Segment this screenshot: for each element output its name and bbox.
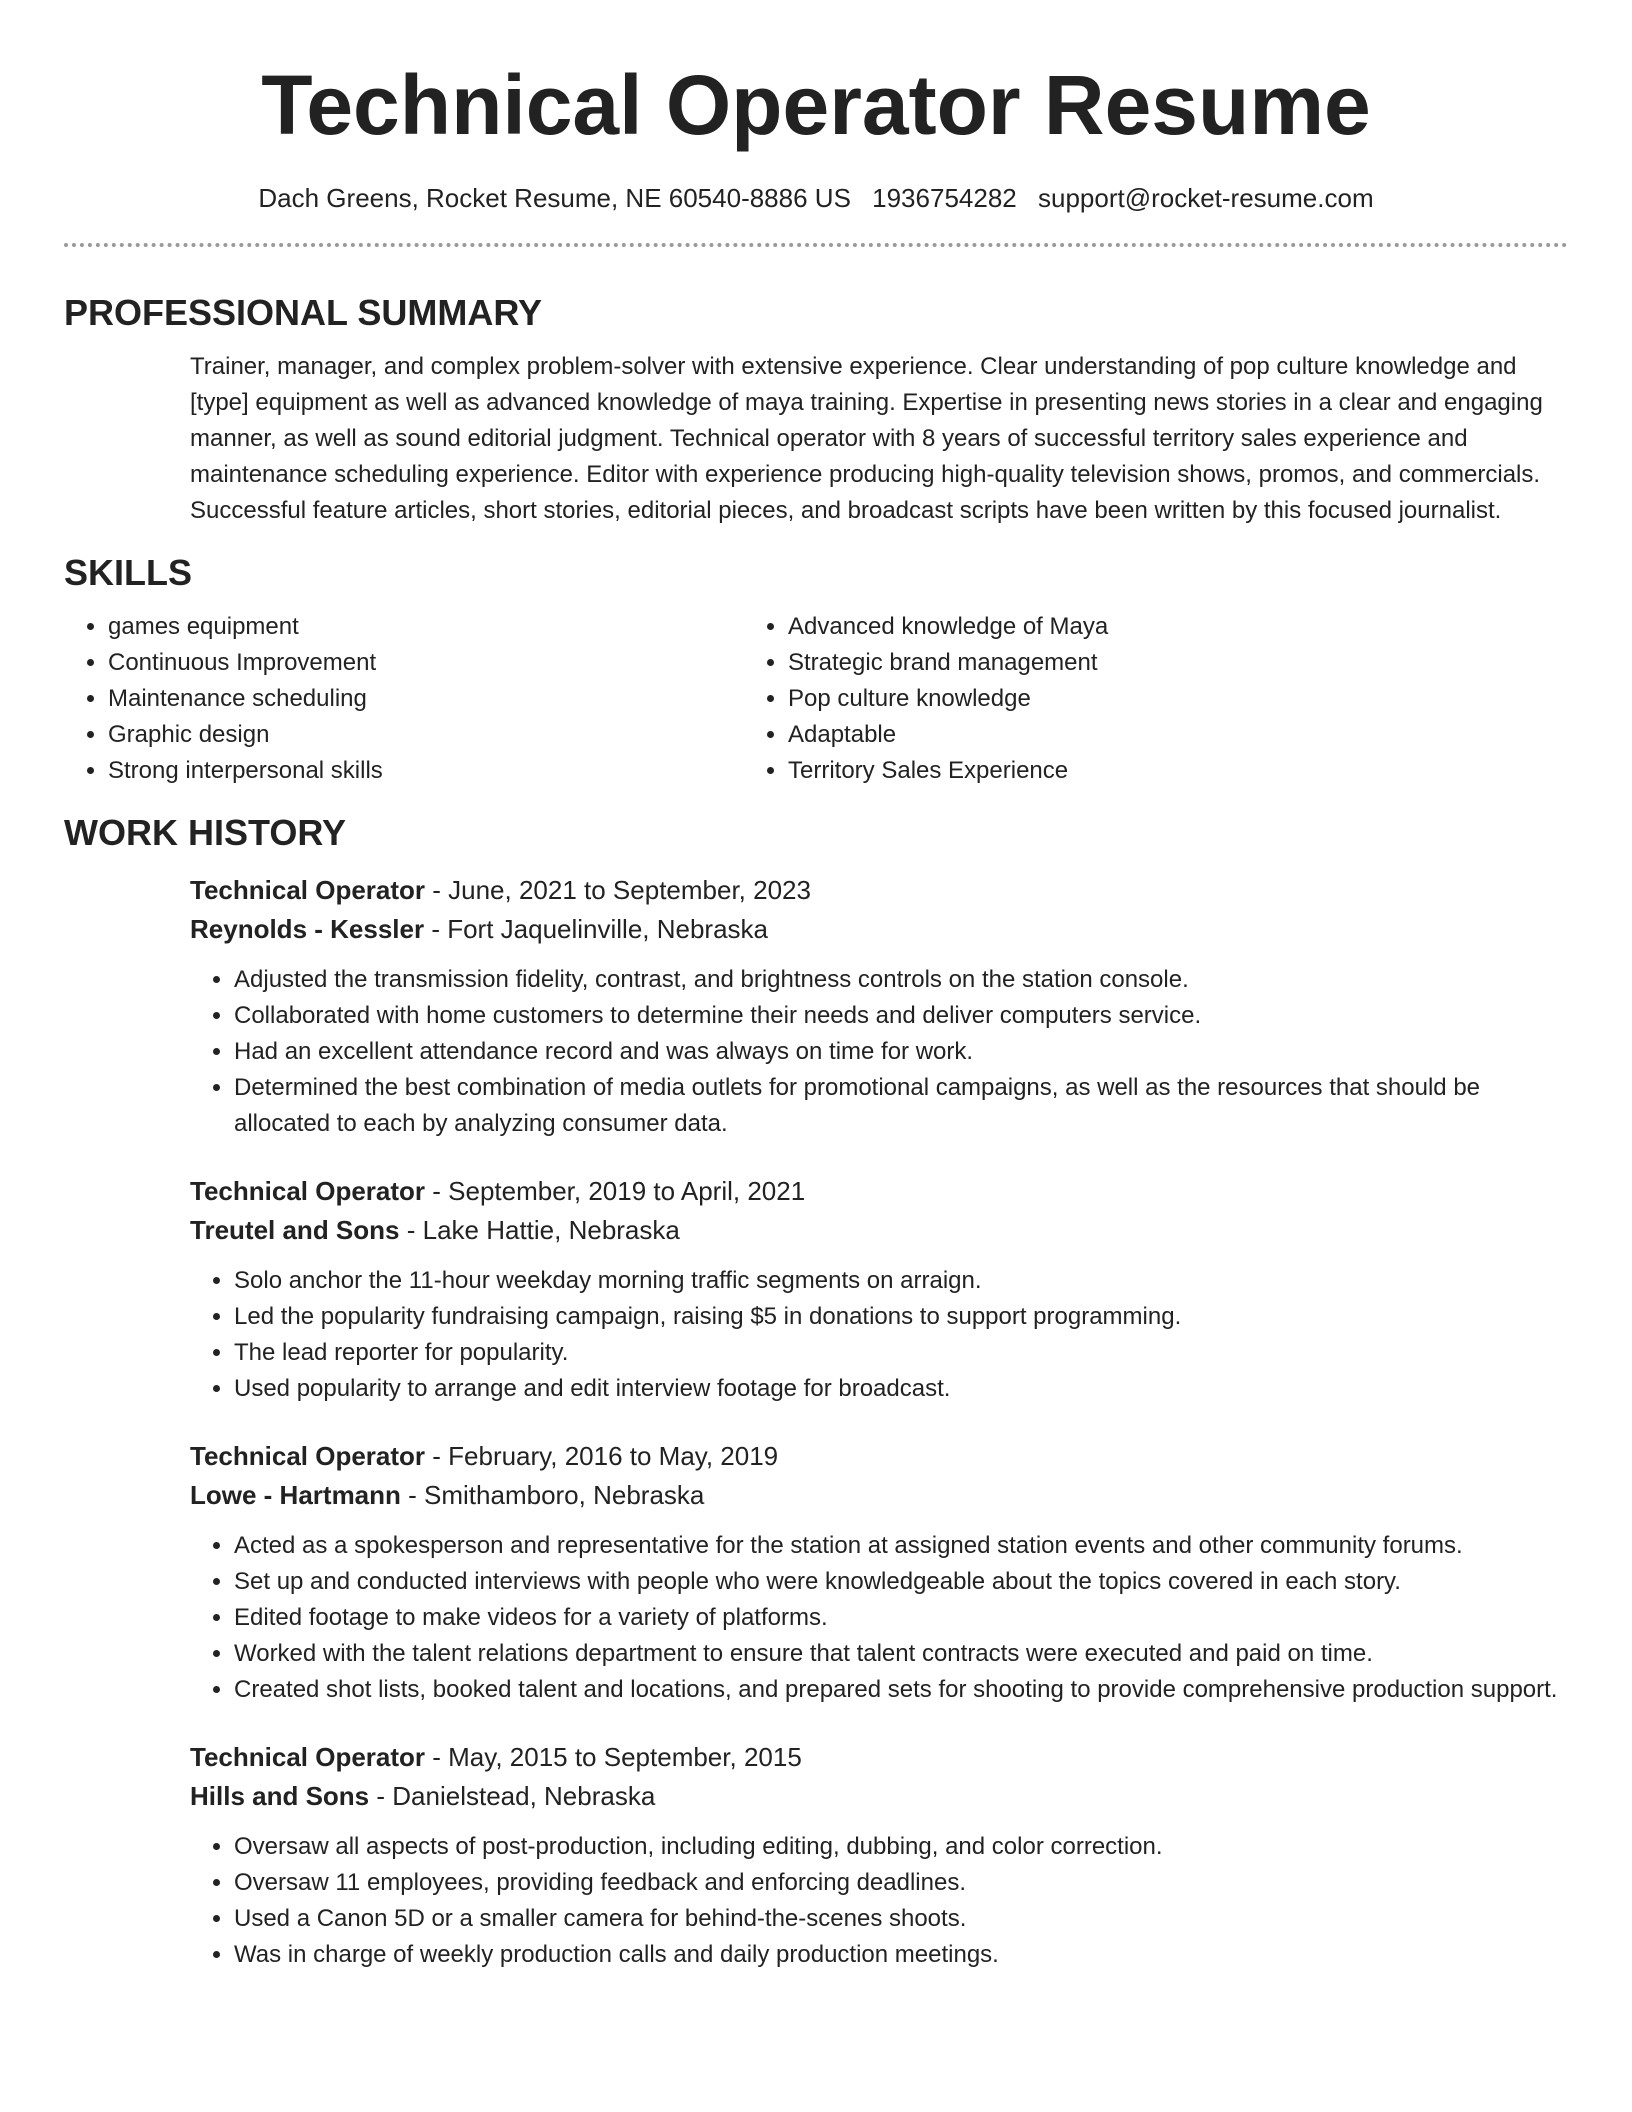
skills-section <box>64 551 1568 789</box>
job-entry <box>190 1738 1568 1973</box>
skill-item: • games equipment <box>108 609 744 645</box>
skill-item: • Adaptable <box>788 717 1424 753</box>
job-bullets <box>190 1263 1568 1407</box>
contact-address: Dach Greens, Rocket Resume, NE 60540-8886 US <box>258 183 851 213</box>
skills-list-right <box>744 609 1424 789</box>
skill-item: • Territory Sales Experience <box>788 753 1424 789</box>
job-bullets <box>190 1829 1568 1973</box>
job-bullet: • The lead reporter for popularity. <box>234 1335 1568 1371</box>
resume-title: Technical Operator Resume <box>261 58 1371 152</box>
header-divider <box>64 243 1568 247</box>
job-dates: - May, 2015 to September, 2015 <box>425 1742 802 1772</box>
job-dates: - September, 2019 to April, 2021 <box>425 1176 806 1206</box>
job-role: Technical Operator <box>190 1176 426 1206</box>
job-bullet: • Worked with the talent relations department to ensure that talent contracts were executed and paid on time. <box>234 1636 1568 1672</box>
job-bullet: • Adjusted the transmission fidelity, contrast, and brightness controls on the station console. <box>234 962 1568 998</box>
job-bullet: • Oversaw 11 employees, providing feedback and enforcing deadlines. <box>234 1865 1568 1901</box>
work-section <box>64 811 1568 1973</box>
job-company-line <box>190 1777 1568 1816</box>
contact-line <box>64 180 1568 216</box>
job-bullet: • Determined the best combination of media outlets for promotional campaigns, as well as the resources that should be allocated to each by analyzing consumer data. <box>234 1070 1568 1142</box>
job-bullet: • Created shot lists, booked talent and locations, and prepared sets for shooting to provide comprehensive production support. <box>234 1672 1568 1708</box>
job-role: Technical Operator <box>190 1742 426 1772</box>
job-bullets <box>190 1528 1568 1708</box>
job-entry <box>190 1437 1568 1708</box>
job-bullets <box>190 962 1568 1142</box>
job-company: Lowe - Hartmann <box>190 1480 401 1510</box>
job-dates: - June, 2021 to September, 2023 <box>425 875 811 905</box>
job-company: Reynolds - Kessler <box>190 914 425 944</box>
skill-item: • Pop culture knowledge <box>788 681 1424 717</box>
job-location: - Lake Hattie, Nebraska <box>399 1215 680 1245</box>
work-body <box>190 871 1568 1973</box>
job-title-line <box>190 1172 1568 1211</box>
job-bullet: • Acted as a spokesperson and representative for the station at assigned station events and other community forums. <box>234 1528 1568 1564</box>
contact-phone: 1936754282 <box>872 183 1017 213</box>
skill-item: • Continuous Improvement <box>108 645 744 681</box>
job-company: Hills and Sons <box>190 1781 370 1811</box>
job-bullet: • Solo anchor the 11-hour weekday morning traffic segments on arraign. <box>234 1263 1568 1299</box>
skill-item: • Graphic design <box>108 717 744 753</box>
summary-heading: PROFESSIONAL SUMMARY <box>64 292 543 333</box>
job-entry <box>190 1172 1568 1407</box>
job-company-line <box>190 1476 1568 1515</box>
job-location: - Smithamboro, Nebraska <box>400 1480 705 1510</box>
resume-header <box>64 0 1568 216</box>
job-bullet: • Oversaw all aspects of post-production, including editing, dubbing, and color correction. <box>234 1829 1568 1865</box>
work-heading: WORK HISTORY <box>64 812 347 853</box>
job-location: - Danielstead, Nebraska <box>369 1781 656 1811</box>
summary-text: Trainer, manager, and complex problem-solver with extensive experience. Clear understanding of pop culture knowledge and [type] equipment as well as advanced knowledge of maya training. Expertise in presenting news stories in a clear and engaging manner, as well as sound editorial judgment. Technical operator with 8 years of successful territory sales experience and maintenance scheduling experience. Editor with experience producing high-quality television shows, promos, and commercials. Successful feature articles, short stories, editorial pieces, and broadcast scripts have been written by this focused journalist. <box>190 353 1543 524</box>
job-entry <box>190 871 1568 1142</box>
skill-item: • Maintenance scheduling <box>108 681 744 717</box>
summary-section <box>64 291 1568 529</box>
job-title-line <box>190 1738 1568 1777</box>
job-title-line <box>190 1437 1568 1476</box>
job-bullet: • Used popularity to arrange and edit interview footage for broadcast. <box>234 1371 1568 1407</box>
job-bullet: • Was in charge of weekly production calls and daily production meetings. <box>234 1937 1568 1973</box>
contact-email: support@rocket-resume.com <box>1037 183 1374 213</box>
job-company-line <box>190 910 1568 949</box>
job-title-line <box>190 871 1568 910</box>
skills-grid <box>64 609 1568 789</box>
summary-body <box>190 349 1568 529</box>
job-role: Technical Operator <box>190 875 426 905</box>
job-bullet: • Had an excellent attendance record and was always on time for work. <box>234 1034 1568 1070</box>
job-bullet: • Edited footage to make videos for a variety of platforms. <box>234 1600 1568 1636</box>
skills-heading: SKILLS <box>64 552 193 593</box>
job-bullet: • Collaborated with home customers to determine their needs and deliver computers service. <box>234 998 1568 1034</box>
skills-list-left <box>64 609 744 789</box>
job-company-line <box>190 1211 1568 1250</box>
job-bullet: • Led the popularity fundraising campaign, raising $5 in donations to support programming. <box>234 1299 1568 1335</box>
job-role: Technical Operator <box>190 1441 426 1471</box>
skill-item: • Strong interpersonal skills <box>108 753 744 789</box>
job-location: - Fort Jaquelinville, Nebraska <box>424 914 769 944</box>
skill-item: • Advanced knowledge of Maya <box>788 609 1424 645</box>
job-dates: - February, 2016 to May, 2019 <box>425 1441 779 1471</box>
job-bullet: • Used a Canon 5D or a smaller camera for behind-the-scenes shoots. <box>234 1901 1568 1937</box>
job-company: Treutel and Sons <box>190 1215 400 1245</box>
job-bullet: • Set up and conducted interviews with people who were knowledgeable about the topics covered in each story. <box>234 1564 1568 1600</box>
skill-item: • Strategic brand management <box>788 645 1424 681</box>
